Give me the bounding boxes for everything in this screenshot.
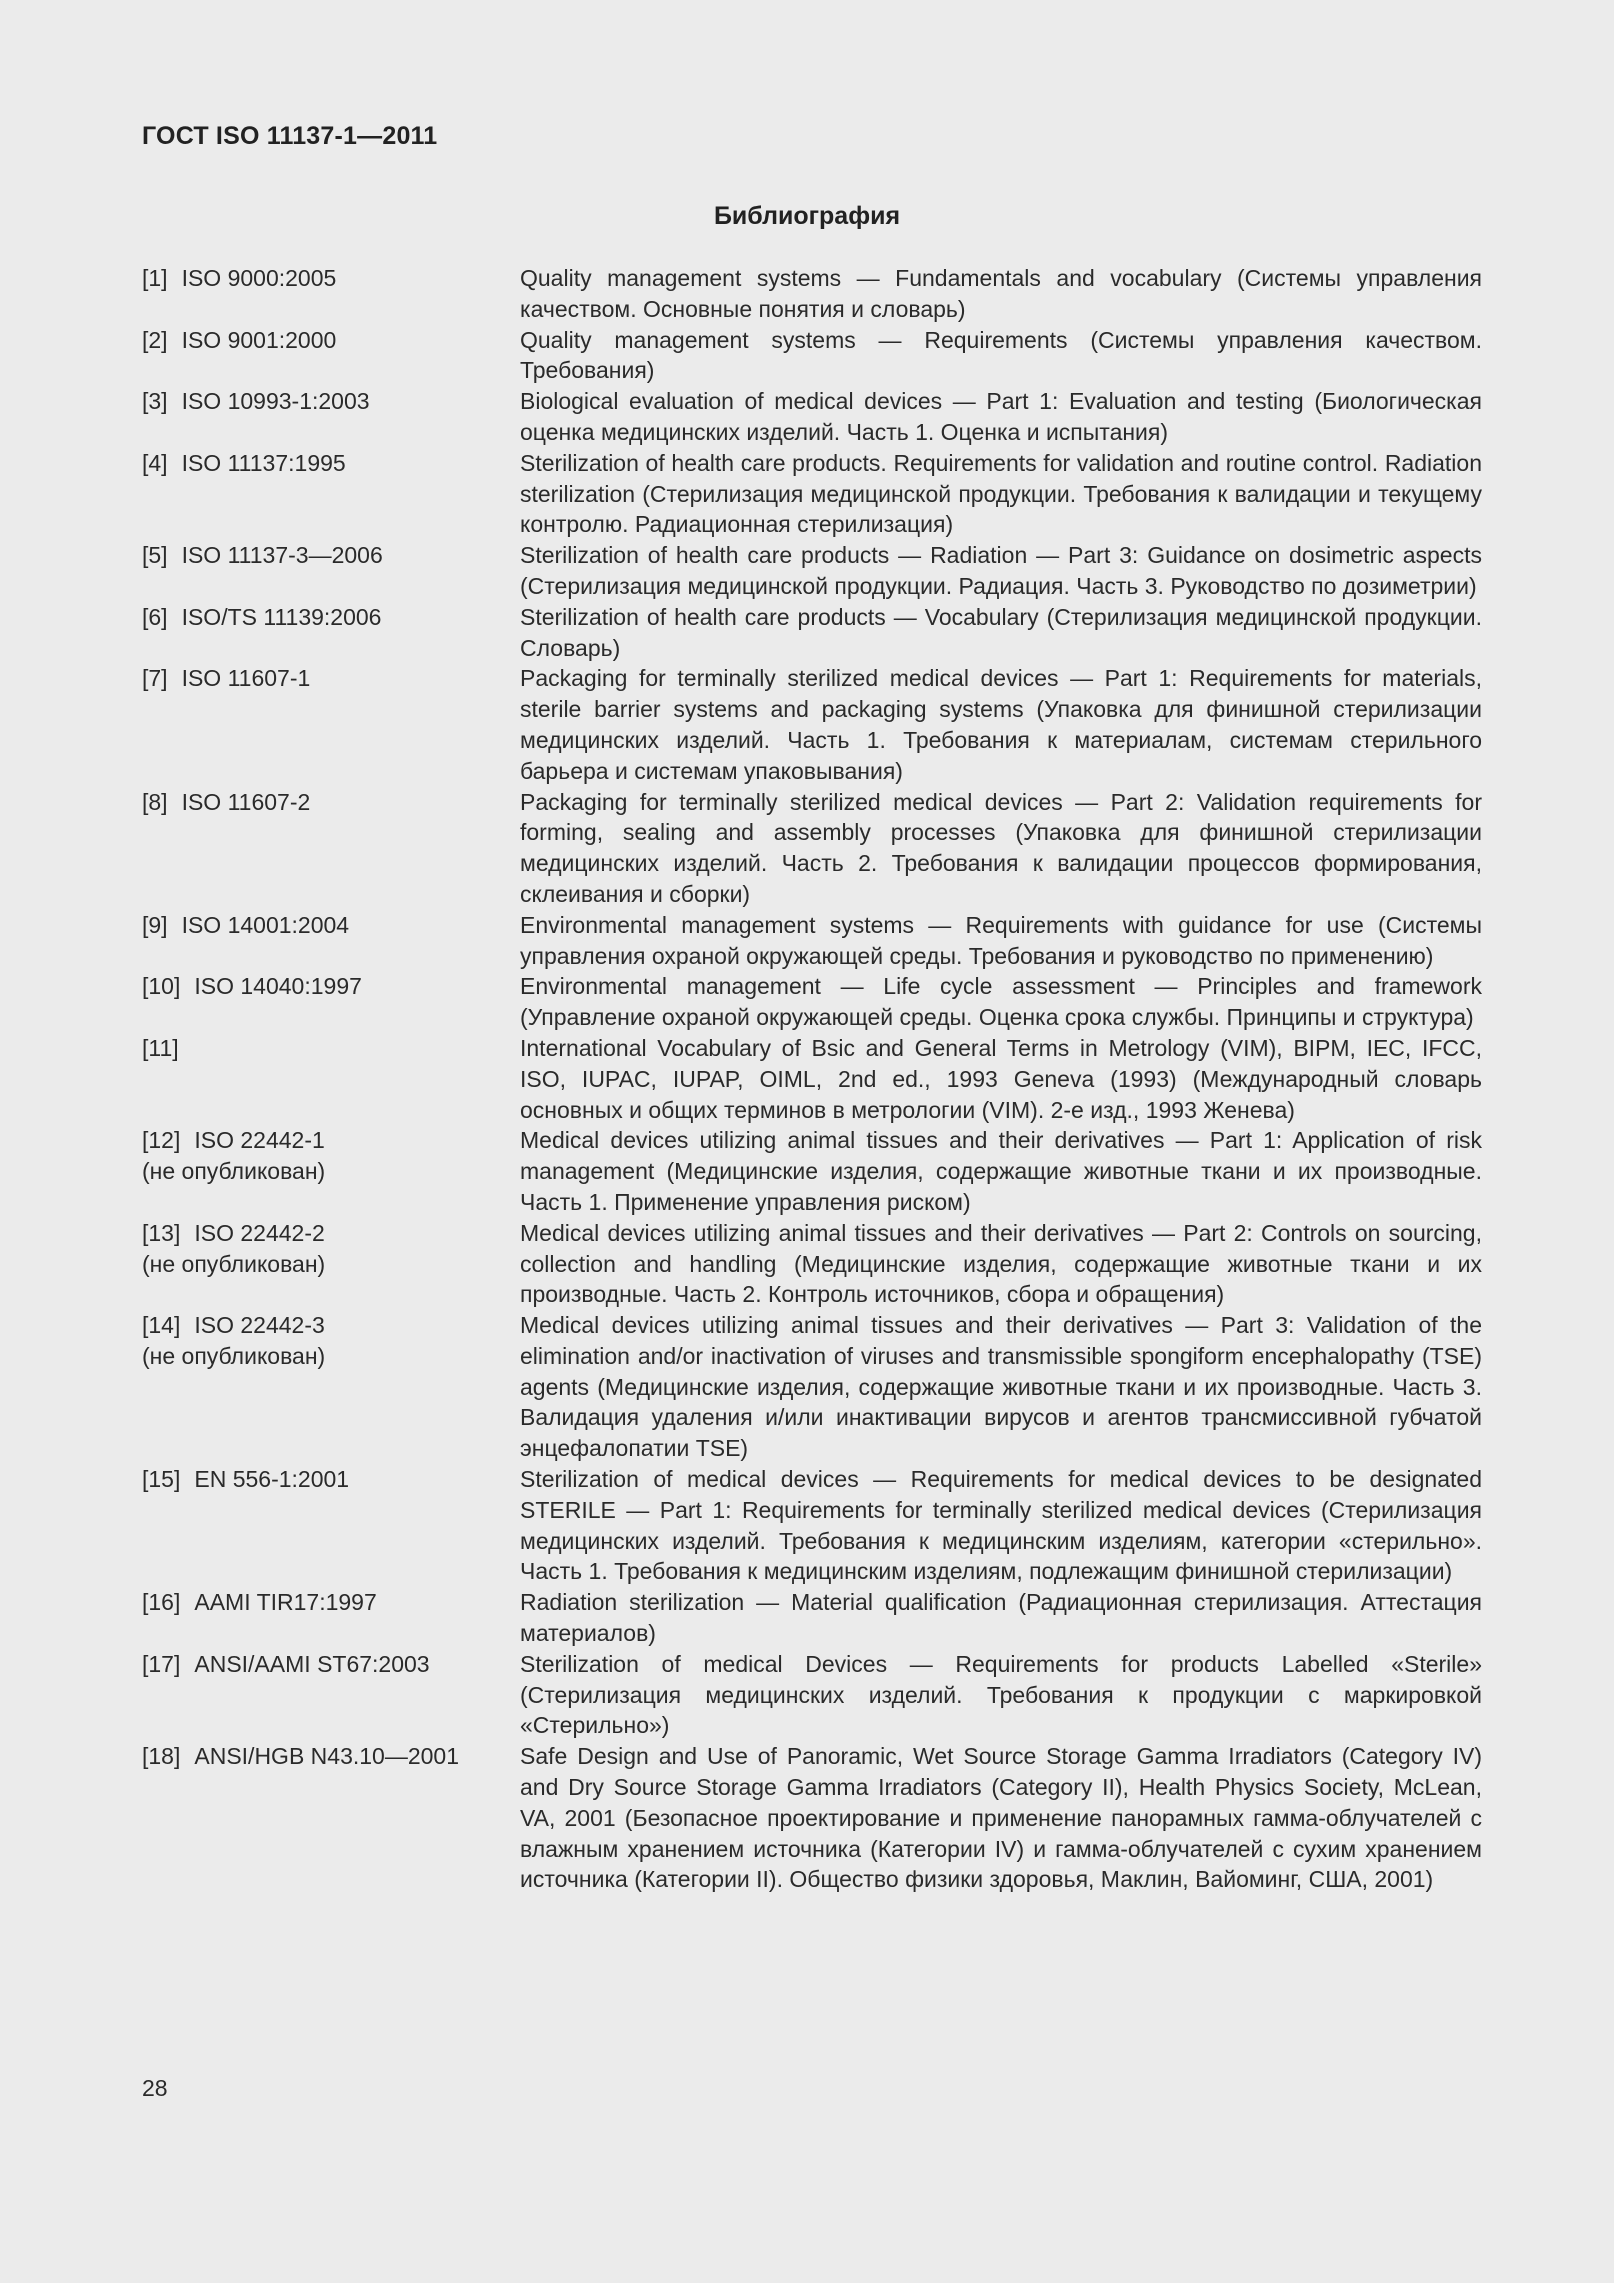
entry-reference (142, 540, 520, 602)
entry-reference (142, 325, 520, 387)
entry-standard-id: ISO 11137-3—2006 (181, 542, 383, 569)
bibliography-entry (142, 787, 1482, 910)
entry-reference (142, 663, 520, 786)
bibliography-entry (142, 602, 1482, 664)
entry-number: [5] (142, 542, 168, 569)
bibliography-entry (142, 325, 1482, 387)
entry-number: [16] (142, 1589, 181, 1616)
entry-description: Packaging for terminally sterilized medical devices — Part 1: Requirements for materials, sterile barrier systems and packaging systems (Упаковка для финишной стерилизации медицинских изделий. Часть 1. Требования к материалам, системам стерильного барьера и системам упаковывания) (520, 665, 1482, 784)
bibliography-entry (142, 1310, 1482, 1464)
entry-description: Biological evaluation of medical devices — Part 1: Evaluation and testing (Биологическая оценка медицинских изделий. Часть 1. Оценка и испытания) (520, 388, 1482, 445)
entry-number: [18] (142, 1743, 181, 1770)
entry-number: [12] (142, 1127, 181, 1154)
entry-description: Safe Design and Use of Panoramic, Wet Source Storage Gamma Irradiators (Category IV) and Dry Source Storage Gamma Irradiators (Category II), Health Physics Society, McLean, VA, 2001 (Безопасное проектирование и применение панорамных гамма-облучателей с влажным хранением источника (Категории IV) и гамма-облучателей с сухим хранением источника (Категории II). Общество физики здоровья, Маклин, Вайоминг, США, 2001) (520, 1743, 1482, 1893)
bibliography-entry (142, 1033, 1482, 1125)
entry-description: Sterilization of health care products — Vocabulary (Стерилизация медицинской продукции. Словарь) (520, 603, 1482, 661)
entry-standard-id: ANSI/AAMI ST67:2003 (194, 1650, 430, 1677)
entry-description: Medical devices utilizing animal tissues and their derivatives — Part 1: Application of risk management (Медицинские изделия, содержащие животные ткани и их производные. Часть 1. Применение управления риском) (520, 1127, 1482, 1215)
entry-number: [17] (142, 1650, 181, 1677)
entry-reference (142, 1587, 520, 1649)
bibliography-entry (142, 263, 1482, 325)
entry-number: [3] (142, 388, 168, 415)
bibliography-entry (142, 663, 1482, 786)
entry-reference (142, 1125, 520, 1217)
entry-publication-note: (не опубликован) (142, 1342, 326, 1369)
entry-reference (142, 971, 520, 1033)
entry-reference (142, 1310, 520, 1464)
entry-description: Environmental management systems — Requirements with guidance for use (Системы управления охраной окружающей среды. Требования и руководство по применению) (520, 911, 1482, 969)
entry-number: [1] (142, 265, 168, 291)
entry-number: [2] (142, 326, 168, 353)
bibliography-entry (142, 386, 1482, 448)
bibliography-entry (142, 1464, 1482, 1587)
bibliography-entry (142, 540, 1482, 602)
bibliography-entry (142, 971, 1482, 1033)
entry-standard-id: ISO 14001:2004 (181, 911, 350, 938)
entry-description: Sterilization of medical Devices — Requirements for products Labelled «Sterile» (Стерилизация медицинских изделий. Требования к продукции с маркировкой «Стерильно») (520, 1650, 1482, 1739)
bibliography-entry (142, 448, 1482, 540)
entry-standard-id: ISO 22442-3 (194, 1312, 325, 1339)
bibliography-entry (142, 1587, 1482, 1649)
entry-number: [6] (142, 603, 168, 630)
entry-standard-id: ISO 22442-2 (194, 1219, 325, 1246)
entry-reference (142, 263, 520, 325)
entry-standard-id: AAMI TIR17:1997 (194, 1589, 377, 1616)
entry-standard-id: ISO 9000:2005 (181, 265, 337, 291)
page-number: 28 (142, 2075, 168, 2101)
entry-description: Radiation sterilization — Material qualification (Радиационная стерилизация. Аттестация материалов) (520, 1589, 1482, 1647)
entry-publication-note: (не опубликован) (142, 1250, 326, 1277)
entry-description: Quality management systems — Fundamentals and vocabulary (Системы управления качеством. Основные понятия и словарь) (520, 265, 1482, 322)
entry-number: [14] (142, 1312, 181, 1339)
entry-description: Packaging for terminally sterilized medical devices — Part 2: Validation requirements for forming, sealing and assembly processes (Упаковка для финишной стерилизации медицинских изделий. Часть 2. Требования к валидации процессов формирования, склеивания и сборки) (520, 788, 1482, 907)
bibliography-list (142, 263, 1482, 1895)
bibliography-entry (142, 1649, 1482, 1741)
entry-standard-id: ANSI/HGB N43.10—2001 (194, 1743, 460, 1770)
entry-reference (142, 1741, 520, 1895)
entry-number: [9] (142, 911, 168, 938)
entry-description: Environmental management — Life cycle assessment — Principles and framework (Управление охраной окружающей среды. Оценка срока службы. Принципы и структура) (520, 973, 1482, 1031)
entry-standard-id: ISO 11607-2 (181, 788, 311, 815)
entry-reference (142, 1033, 520, 1125)
entry-standard-id: ISO 9001:2000 (181, 326, 337, 353)
entry-description: Medical devices utilizing animal tissues and their derivatives — Part 2: Controls on sourcing, collection and handling (Медицинские изделия, содержащие животные ткани и их производные. Часть 2. Контроль источников, сбора и обращения) (520, 1219, 1482, 1308)
entry-number: [13] (142, 1219, 181, 1246)
entry-standard-id: ISO 10993-1:2003 (181, 388, 370, 415)
entry-number: [8] (142, 788, 168, 815)
entry-standard-id: ISO 14040:1997 (194, 973, 362, 1000)
entry-reference (142, 1464, 520, 1587)
entry-description: Quality management systems — Requirements (Системы управления качеством. Требования) (520, 326, 1482, 384)
entry-publication-note: (не опубликован) (142, 1158, 326, 1185)
entry-number: [7] (142, 665, 168, 692)
bibliography-entry (142, 1218, 1482, 1310)
entry-description: Medical devices utilizing animal tissues and their derivatives — Part 3: Validation of the elimination and/or inactivation of viruses and transmissible spongiform encephalopathy (TSE) agents (Медицинские изделия, содержащие животные ткани и их производные. Часть 3. Валидация удаления и/или инактивации вирусов и агентов трансмиссивной губчатой энцефалопатии TSE) (520, 1312, 1482, 1462)
entry-reference (142, 386, 520, 448)
bibliography-entry (142, 1125, 1482, 1217)
entry-standard-id: ISO 22442-1 (194, 1127, 325, 1154)
entry-reference (142, 1218, 520, 1310)
entry-standard-id: EN 556-1:2001 (194, 1466, 350, 1493)
entry-number: [11] (142, 1034, 179, 1061)
entry-standard-id: ISO/TS 11139:2006 (181, 603, 382, 630)
entry-standard-id: ISO 11137:1995 (181, 449, 346, 476)
entry-reference (142, 448, 520, 540)
entry-description: International Vocabulary of Bsic and General Terms in Metrology (VIM), BIPM, IEC, IFCC, ISO, IUPAC, IUPAP, OIML, 2nd ed., 1993 Geneva (1993) (Международный словарь основных и общих терминов в метрологии (VIM). 2-е изд., 1993 Женева) (520, 1034, 1482, 1123)
entry-number: [15] (142, 1466, 181, 1493)
section-title: Библиография (713, 202, 901, 230)
entry-reference (142, 787, 520, 910)
document-id-header: ГОСТ ISO 11137-1—2011 (142, 122, 438, 150)
bibliography-entry (142, 910, 1482, 972)
entry-reference (142, 602, 520, 664)
entry-description: Sterilization of health care products. Requirements for validation and routine control. Radiation sterilization (Стерилизация медицинской продукции. Требования к валидации и текущему контролю. Радиационная стерилизация) (520, 449, 1482, 538)
entry-reference (142, 910, 520, 972)
entry-number: [4] (142, 449, 168, 476)
entry-reference (142, 1649, 520, 1741)
entry-standard-id: ISO 11607-1 (181, 665, 311, 692)
bibliography-entry (142, 1741, 1482, 1895)
entry-description: Sterilization of health care products — Radiation — Part 3: Guidance on dosimetric aspects (Стерилизация медицинской продукции. Радиация. Часть 3. Руководство по дозиметрии) (520, 542, 1482, 599)
entry-description: Sterilization of medical devices — Requirements for medical devices to be designated STERILE — Part 1: Requirements for terminally sterilized medical devices (Стерилизация медицинских изделий. Требования к медицинским изделиям, категории «стерильно». Часть 1. Требования к медицинским изделиям, подлежащим финишной стерилизации) (520, 1466, 1482, 1585)
entry-number: [10] (142, 973, 181, 1000)
